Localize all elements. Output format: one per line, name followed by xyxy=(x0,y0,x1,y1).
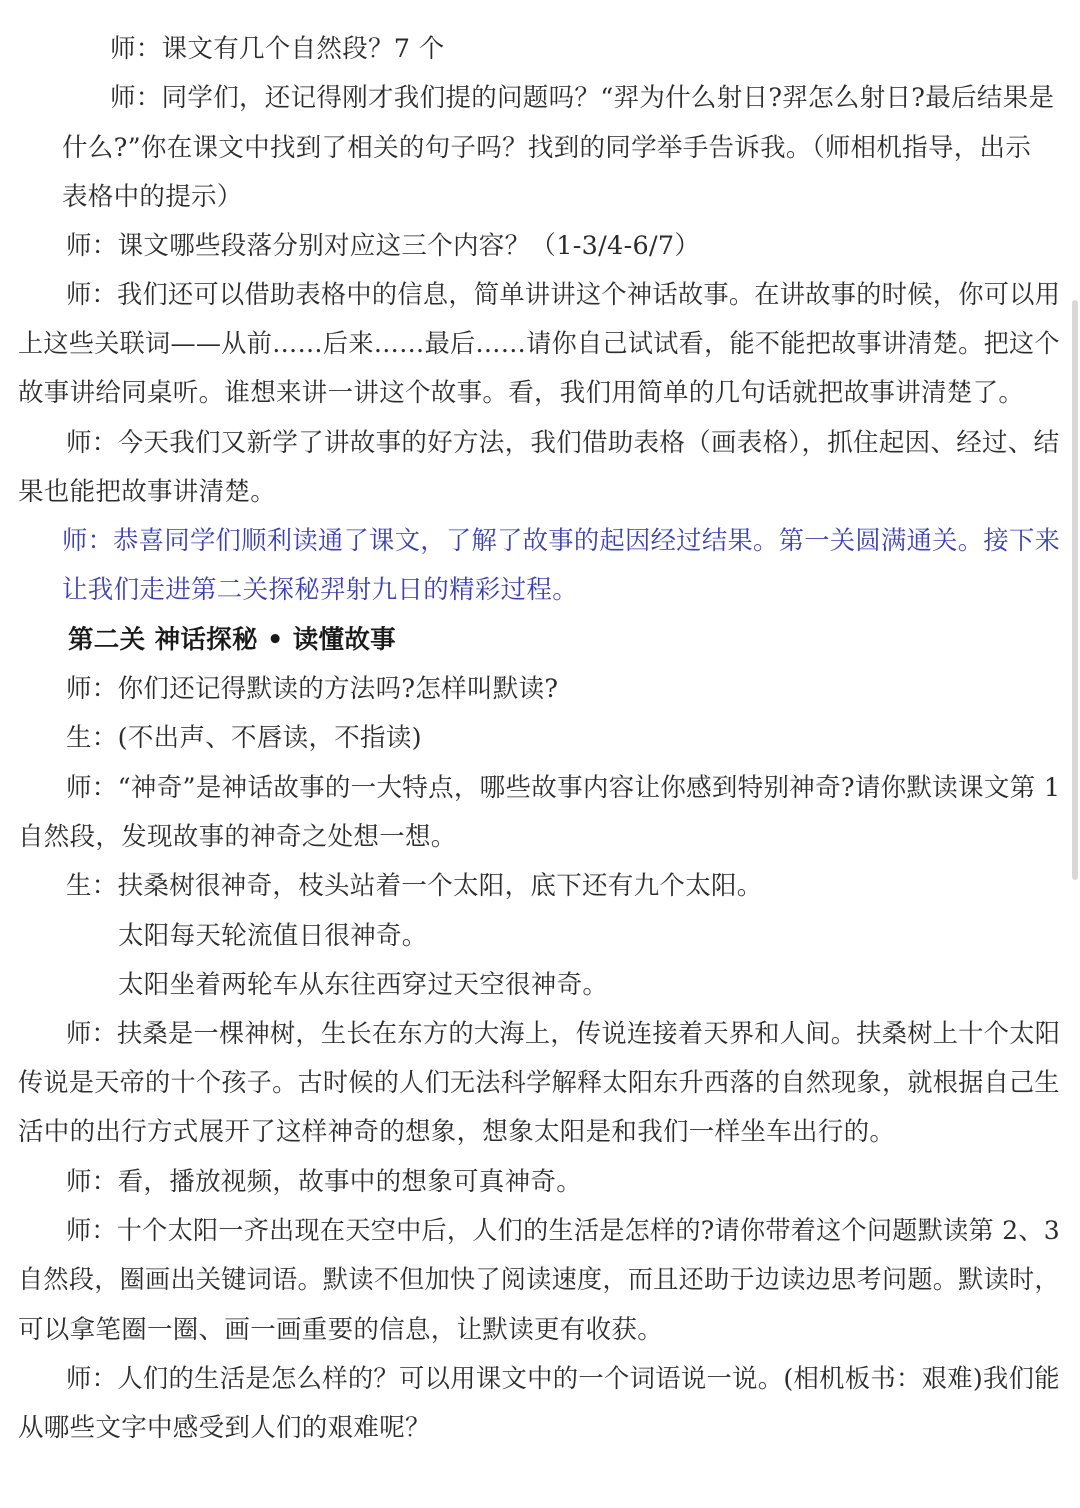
text-line: 师：“神奇”是神话故事的一大特点，哪些故事内容让你感到特别神奇?请你默读课文第 1 xyxy=(66,773,1061,803)
text-line: 师：看，播放视频，故事中的想象可真神奇。 xyxy=(66,1167,583,1197)
text-line: 师：扶桑是一棵神树，生长在东方的大海上，传说连接着天界和人间。扶桑树上十个太阳 xyxy=(66,1019,1061,1049)
text-line: 传说是天帝的十个孩子。古时候的人们无法科学解释太阳东升西落的自然现象，就根据自己生 xyxy=(18,1068,1060,1098)
text-line: 生：扶桑树很神奇，枝头站着一个太阳，底下还有九个太阳。 xyxy=(66,871,763,901)
text-line: 师：你们还记得默读的方法吗?怎样叫默读? xyxy=(66,674,559,704)
text-line: 师：同学们，还记得刚才我们提的问题吗？“羿为什么射日?羿怎么射日?最后结果是 xyxy=(110,83,1055,113)
text-line: 师：人们的生活是怎么样的？可以用课文中的一个词语说一说。(相机板书：艰难)我们能 xyxy=(66,1364,1060,1394)
text-line: 师：我们还可以借助表格中的信息，简单讲讲这个神话故事。在讲故事的时候，你可以用 xyxy=(66,280,1061,310)
section-heading: 第二关 神话探秘 • 读懂故事 xyxy=(68,625,396,655)
highlight-line: 师：恭喜同学们顺利读通了课文，了解了故事的起因经过结果。第一关圆满通关。接下来 xyxy=(62,526,1061,556)
text-line: 可以拿笔圈一圈、画一画重要的信息，让默读更有收获。 xyxy=(18,1315,664,1345)
text-line: 自然段，圈画出关键词语。默读不但加快了阅读速度，而且还助于边读边思考问题。默读时， xyxy=(18,1265,1060,1295)
text-line: 太阳每天轮流值日很神奇。 xyxy=(118,921,428,951)
text-line: 果也能把故事讲清楚。 xyxy=(18,477,277,507)
scrollbar[interactable] xyxy=(1072,300,1078,880)
text-line: 师：课文哪些段落分别对应这三个内容？（1-3/4-6/7） xyxy=(66,231,701,261)
text-line: 自然段，发现故事的神奇之处想一想。 xyxy=(18,822,457,852)
text-line: 从哪些文字中感受到人们的艰难呢？ xyxy=(18,1413,431,1443)
text-line: 什么?”你在课文中找到了相关的句子吗？找到的同学举手告诉我。（师相机指导，出示 xyxy=(62,133,1032,163)
text-line: 生：(不出声、不唇读，不指读) xyxy=(66,723,422,753)
text-line: 师：十个太阳一齐出现在天空中后，人们的生活是怎样的?请你带着这个问题默读第 2、3 xyxy=(66,1216,1061,1246)
text-line: 活中的出行方式展开了这样神奇的想象，想象太阳是和我们一样坐车出行的。 xyxy=(18,1117,896,1147)
text-line: 表格中的提示） xyxy=(62,182,243,212)
text-line: 故事讲给同桌听。谁想来讲一讲这个故事。看，我们用简单的几句话就把故事讲清楚了。 xyxy=(18,378,1025,408)
highlight-line: 让我们走进第二关探秘羿射九日的精彩过程。 xyxy=(62,575,579,605)
text-line: 太阳坐着两轮车从东往西穿过天空很神奇。 xyxy=(118,970,609,1000)
text-line: 师：今天我们又新学了讲故事的好方法，我们借助表格（画表格），抓住起因、经过、结 xyxy=(66,428,1060,458)
text-line: 上这些关联词——从前……后来……最后……请你自己试试看，能不能把故事讲清楚。把这个 xyxy=(18,329,1060,359)
text-line: 师：课文有几个自然段？7 个 xyxy=(110,34,445,64)
